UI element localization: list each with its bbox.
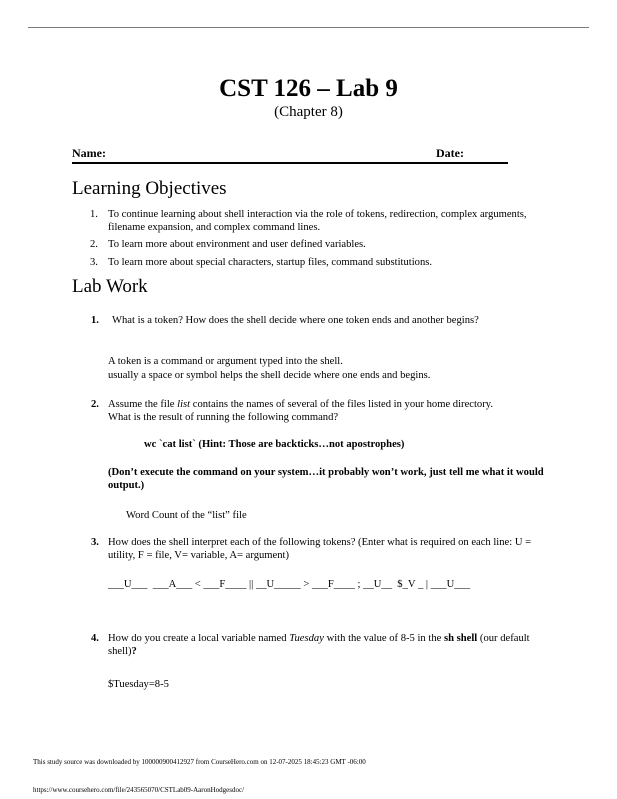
question-text-end: contains the names of several of the files listed in your home directory. What is the result of running the following command? (108, 399, 494, 423)
question-mark: ? (131, 646, 137, 657)
question-text-end: (our default shell) (108, 633, 530, 657)
lab-work-heading: Lab Work (72, 276, 148, 297)
learning-objectives-heading: Learning Objectives (72, 178, 227, 199)
objective-number: 1. (90, 209, 98, 220)
question-text: What is a token? How does the shell decide where one token ends and another begins? (112, 315, 479, 326)
date-label: Date: (436, 146, 464, 160)
source-url[interactable]: https://www.coursehero.com/file/243565070/CSTLab09-AaronHodgesdoc/ (33, 786, 245, 794)
question-text: How does the shell interpret each of the following tokens? (Enter what is required on each line: U = utility, F = file, V= variable, A= argument) (108, 537, 532, 561)
question-text-middle: with the value of 8-5 in the (323, 633, 444, 644)
answer-1-line-1: A token is a command or argument typed into the shell. (108, 356, 343, 367)
objective-item-2 (90, 239, 548, 252)
question-text-bold: sh shell (443, 633, 478, 644)
objective-text: To learn more about special characters, startup files, command substitutions. (108, 257, 433, 268)
objective-item-1 (90, 209, 548, 234)
answer-3-tokens: ___U___ ___A___ < ___F____ || __U_____ > ___F____ ; __U__ $_V _ | ___U___ (108, 579, 471, 590)
objective-item-3 (90, 257, 548, 270)
question-text-start: How do you create a local variable named (108, 633, 290, 644)
question-number: 1. (91, 315, 99, 326)
question-1 (91, 314, 554, 327)
question-4 (91, 632, 548, 658)
command-note: (Don’t execute the command on your system…it probably won’t work, just tell me what it would output.) (108, 467, 544, 491)
top-rule (28, 27, 589, 28)
command-line: wc `cat list` (Hint: Those are backticks…not apostrophes) (144, 439, 405, 450)
question-text-emphasis: Tuesday (289, 633, 324, 644)
question-3 (91, 536, 546, 562)
question-text-emphasis: list (177, 399, 191, 410)
name-date-rule (72, 162, 508, 164)
question-number: 2. (91, 399, 99, 410)
page-subtitle: (Chapter 8) (274, 104, 343, 120)
objective-number: 2. (90, 239, 98, 250)
question-number: 3. (91, 537, 99, 548)
objective-number: 3. (90, 257, 98, 268)
download-notice: This study source was downloaded by 100000900412927 from CourseHero.com on 12-07-2025 18:45:23 GMT -06:00 (33, 758, 366, 766)
objective-text: To learn more about environment and user defined variables. (108, 239, 366, 250)
question-number: 4. (91, 633, 99, 644)
answer-4: $Tuesday=8-5 (108, 679, 169, 690)
page-title: CST 126 – Lab 9 (219, 75, 398, 102)
question-2 (91, 398, 508, 424)
objective-text: To continue learning about shell interaction via the role of tokens, redirection, complex arguments, filename expansion, and complex command lines. (108, 209, 527, 233)
answer-2: Word Count of the “list” file (126, 510, 247, 521)
question-text-start: Assume the file (108, 399, 178, 410)
answer-1-line-2: usually a space or symbol helps the shell decide where one ends and begins. (108, 370, 431, 381)
name-label: Name: (72, 146, 106, 160)
